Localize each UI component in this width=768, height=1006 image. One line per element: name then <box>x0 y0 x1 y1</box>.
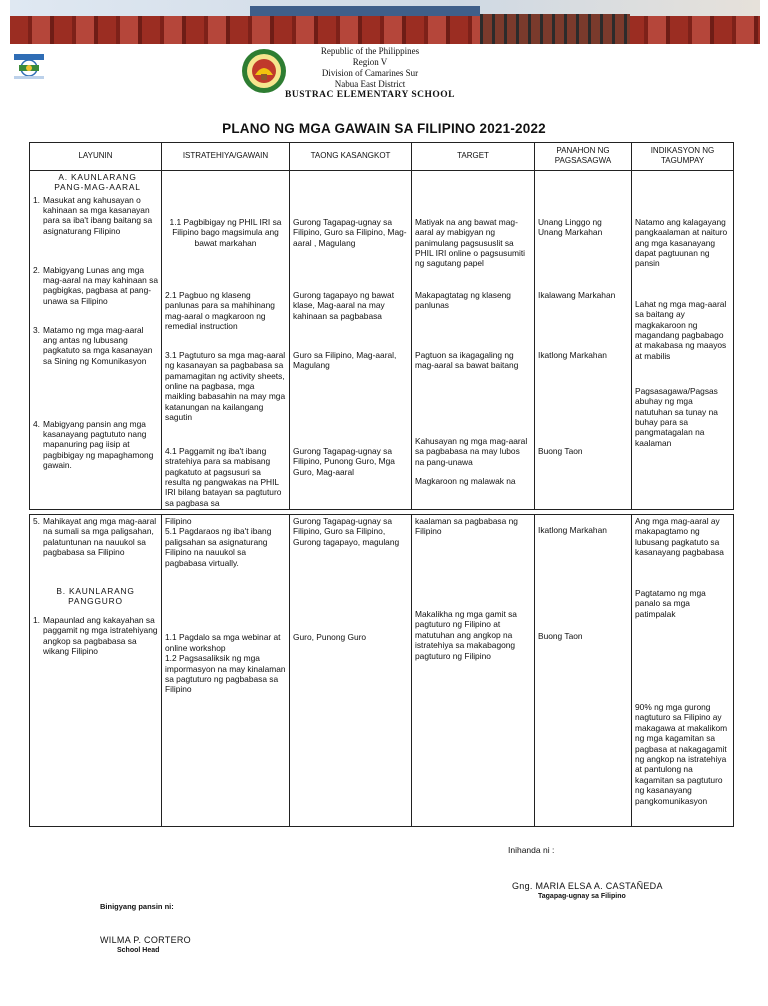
layunin-cell: Mahikayat ang mga mag-aaral na sumali sa mga paligsahan, palatuntunan na nauukol sa pagbabasa sa Filipino <box>43 516 157 558</box>
istratehiya-cell: 1.1 Pagdalo sa mga webinar at online workshop <box>165 632 281 653</box>
deped-logo-icon <box>14 52 44 80</box>
panahon-cell: Ikatlong Markahan <box>538 349 607 360</box>
target-cell: kaalaman sa pagbabasa ng Filipino <box>415 516 518 537</box>
panahon-cell: Unang Linggo ng Unang Markahan <box>538 216 603 238</box>
column-header-target: TARGET <box>412 143 535 171</box>
layunin-cell: Matamo ng mga mag-aaral ang antas ng lubusang pagkatuto sa mga kasanayan sa Sining ng Komunikasyon <box>43 324 153 366</box>
target-cell: Magkaroon ng malawak na <box>415 475 516 486</box>
taong-kasangkot-cell: Gurong Tagapag-ugnay sa Filipino, Punong Guro, Mga Guro, Mag-aaral <box>293 445 395 477</box>
istratehiya-cell: 3.1 Pagtuturo sa mga mag-aaral ng kasanayan sa pagbabasa sa pamamagitan ng activity sheets, online na pagbasa, mga maikling babasahin na may mga katanungan na kailangang sagutin <box>165 349 286 423</box>
istratehiya-cell: 2.1 Pagbuo ng klaseng panlunas para sa mahihinang mag-aaral o magkaroon ng remedial instruction <box>165 289 275 332</box>
istratehiya-cell: 4.1 Paggamit ng iba't ibang stratehiya para sa mabisang pagkatuto at pagsusuri sa resulta ng pangwakas na PHIL IRI bilang batayan sa pagtuturo sa pagbasa sa <box>165 445 282 508</box>
target-cell: Pagtuon sa ikagagaling ng mag-aaral sa bawat baitang <box>415 349 519 371</box>
layunin-cell: Mabigyang Lunas ang mga mag-aaral na may kahinaan sa pagbigkas, pagbasa at pang-unawa sa Filipino <box>43 264 158 306</box>
school-head-name: WILMA P. CORTERO <box>100 935 191 945</box>
istratehiya-cell: Filipino <box>165 516 192 526</box>
panahon-cell: Buong Taon <box>538 445 583 456</box>
target-cell: Makapagtatag ng klaseng panlunas <box>415 289 511 311</box>
prepared-by-label: Inihanda ni : <box>508 845 555 855</box>
division-line: Division of Camarines Sur <box>321 68 419 78</box>
istratehiya-cell: 5.1 Pagdaraos ng iba't ibang paligsahan sa asignaturang Filipino na nauukol sa pagbabasa virtually. <box>165 526 272 568</box>
target-cell: Makalikha ng mga gamit sa pagtuturo ng Filipino at matutuhan ang angkop na istratehiya sa makabagong pagtuturo ng Filipino <box>415 609 517 661</box>
taong-kasangkot-cell: Guro sa Filipino, Mag-aaral, Magulang <box>293 349 397 371</box>
preparer-name: Gng. MARIA ELSA A. CASTAÑEDA <box>512 881 663 891</box>
indikasyon-cell: 90% ng mga gurong nagtuturo sa Filipino ay makagawa at makalikom ng mga kagamitan sa pagbasa at nakagagamit ng angkop na istratehiya at pantulong na kagamitan sa pagtuturo ng kasanayang pangkomunikasyon <box>635 702 728 806</box>
preparer-role: Tagapag-ugnay sa Filipino <box>538 893 626 900</box>
section-heading-a: A. KAUNLARANG PANG-MAG-AARAL <box>54 171 141 193</box>
indikasyon-cell: Natamo ang kalagayang pangkaalaman at naituro ang mga kasanayang dapat pagtuunan ng pansin <box>635 216 728 269</box>
table-row: 5. Mahikayat ang mga mag-aaral na sumali sa mga paligsahan, palatuntunan na nauukol sa pagbabasa sa Filipino B. KAUNLARANG PANGGURO 1. Mapaunlad ang kakayahan sa paggamit ng mga istratehiyang angkop sa pagbabasa sa wikang Filipino Filipino 5.1 Pagdaraos ng iba't ibang paligsahan sa asignaturang Filipino na nauukol sa pagbabasa virtually. 1.1 Pagdalo sa mga webinar at online workshop 1.2 Pagsasaliksik ng mga impormasyon na may kinalaman sa pagtuturo ng pagbabasa sa Filipino Gurong Tagapag-ugnay sa Filipino, Guro sa Filipino, Gurong tagapayo, magulang Guro, Punong Guro kaalaman sa pagbabasa ng Filipino Makalikha ng mga gamit sa pagtuturo ng Filipino at matutuhan ang angkop na istratehiya sa makabagong pagtuturo ng Filipino Ikatlong Markahan Buong Taon Ang mga mag-aaral ay makapagtamo ng lubusang pagkatuto sa kasanayang pagbabasa Pagtatamo ng mga panalo sa mga patimpalak 90% ng mga gurong nagtuturo sa Filipino ay makagawa at makalikom ng mga kagamitan sa pagbasa at nakagagamit ng angkop na istratehiya at pantulong na kagamitan sa pagtuturo ng kasanayang pangkomunikasyon <box>30 515 734 827</box>
column-header-panahon: PANAHON NG PAGSASAGWA <box>535 143 632 171</box>
plan-table-page2 <box>29 514 734 827</box>
indikasyon-cell: Pagsasagawa/Pagsas abuhay ng mga natutuhan sa tunay na buhay para sa pangmatagalan na kaalaman <box>635 385 718 448</box>
indikasyon-cell: Ang mga mag-aaral ay makapagtamo ng lubusang pagkatuto sa kasanayang pagbabasa <box>635 516 724 558</box>
taong-kasangkot-cell: Guro, Punong Guro <box>293 632 367 642</box>
column-header-istratehiya: ISTRATEHIYA/GAWAIN <box>162 143 290 171</box>
layunin-cell: Masukat ang kahusayan o kahinaan sa mga kasanayan para sa iba't ibang baitang sa asignaturang Filipino <box>43 194 153 236</box>
layunin-cell: Mapaunlad ang kakayahan sa paggamit ng mga istratehiyang angkop sa pagbabasa sa wikang Filipino <box>43 614 158 657</box>
table-row: A. KAUNLARANG PANG-MAG-AARAL 1. Masukat ang kahusayan o kahinaan sa mga kasanayan para sa iba't ibang baitang sa asignaturang Filipino 2. Mabigyang Lunas ang mga mag-aaral na may kahinaan sa pagbigkas, pagbasa at pang-unawa sa Filipino 3. Matamo ng mga mag-aaral ang antas ng lubusang pagkatuto sa mga kasanayan sa Sining ng Komunikasyon 4. Mabigyang pansin ang mga kasanayang pagtututo nang mapanuring pag iisip at pagbibigay ng mapaghamong gawain. 1.1 Pagbibigay ng PHIL IRI sa Filipino bago magsimula ang bawat markahan 2.1 Pagbuo ng klaseng panlunas para sa mahihinang mag-aaral o magkaroon ng remedial instruction 3.1 Pagtuturo sa mga mag-aaral ng kasanayan sa pagbabasa sa pamamagitan ng activity sheets, online na pagbasa, mga maikling babasahin na may mga katanungan na kailangang sagutin 4.1 Paggamit ng iba't ibang stratehiya para sa mabisang pagkatuto at pagsusuri sa resulta ng pangwakas na PHIL IRI bilang batayan sa pagtuturo sa pagbasa sa Gurong Tagapag-ugnay sa Filipino, Guro sa Filipino, Mag-aaral , Magulang Gurong tagapayo ng bawat klase, Mag-aaral na may kahinaan sa pagbabasa Guro sa Filipino, Mag-aaral, Magulang Gurong Tagapag-ugnay sa Filipino, Punong Guro, Mga Guro, Mag-aaral Matiyak na ang bawat mag-aaral ay mabigyan ng panimulang pagsususlit sa PHIL IRI online o pagsusumiti ng sagutang papel Makapagtatag ng klaseng panlunas Pagtuon sa ikagagaling ng mag-aaral sa bawat baitang Kahusayan ng mga mag-aaral sa pagbabasa na may lubos na pang-unawa Magkaroon ng malawak na Unang Linggo ng Unang Markahan Ikalawang Markahan Ikatlong Markahan Buong Taon Natamo ang kalagayang pangkaalaman at naituro ang mga kasanayang dapat pagtuunan ng pansin Lahat ng mga mag-aaral sa baitang ay magkakaroon ng magandang pagbabago at makabasa ng maayos at mabilis Pagsasagawa/Pagsas abuhay ng mga natutuhan sa tunay na buhay para sa pangmatagalan na kaalaman <box>30 170 734 509</box>
district-line: Nabua East District <box>334 79 406 89</box>
plan-table-page1 <box>29 142 734 510</box>
istratehiya-cell: 1.1 Pagbibigay ng PHIL IRI sa Filipino bago magsimula ang bawat markahan <box>169 216 282 248</box>
section-heading-b: B. KAUNLARANG PANGGURO <box>56 586 135 607</box>
panahon-cell: Ikalawang Markahan <box>538 289 616 300</box>
taong-kasangkot-cell: Gurong Tagapag-ugnay sa Filipino, Guro sa Filipino, Gurong tagapayo, magulang <box>293 516 400 547</box>
taong-kasangkot-cell: Gurong Tagapag-ugnay sa Filipino, Guro sa Filipino, Mag-aaral , Magulang <box>293 216 407 248</box>
region-line: Region V <box>352 57 388 67</box>
panahon-cell: Ikatlong Markahan <box>538 525 607 535</box>
panahon-cell: Buong Taon <box>538 631 583 641</box>
target-cell: Kahusayan ng mga mag-aaral sa pagbabasa na may lubos na pang-unawa <box>415 435 528 467</box>
indikasyon-cell: Pagtatamo ng mga panalo sa mga patimpalak <box>635 588 706 619</box>
republic-line: Republic of the Philippines <box>320 46 420 56</box>
indikasyon-cell: Lahat ng mga mag-aaral sa baitang ay magkakaroon ng magandang pagbabago at makabasa ng maayos at mabilis <box>635 298 727 361</box>
column-header-taong-kasangkot: TAONG KASANGKOT <box>290 143 412 171</box>
column-header-layunin: LAYUNIN <box>30 143 162 171</box>
istratehiya-cell: 1.2 Pagsasaliksik ng mga impormasyon na may kinalaman sa pagtuturo ng pagbabasa sa Filipino <box>165 653 286 695</box>
target-cell: Matiyak na ang bawat mag-aaral ay mabigyan ng panimulang pagsususlit sa PHIL IRI online o pagsusumiti ng sagutang papel <box>415 216 526 269</box>
school-banner-photo <box>10 0 760 44</box>
column-header-indikasyon: INDIKASYON NG TAGUMPAY <box>632 143 734 171</box>
noted-by-label: Binigyang pansin ni: <box>100 902 174 911</box>
taong-kasangkot-cell: Gurong tagapayo ng bawat klase, Mag-aaral na may kahinaan sa pagbabasa <box>293 289 395 321</box>
school-name: BUSTRAC ELEMENTARY SCHOOL <box>285 90 455 100</box>
document-title: PLANO NG MGA GAWAIN SA FILIPINO 2021-2022 <box>222 121 546 136</box>
layunin-cell: Mabigyang pansin ang mga kasanayang pagtututo nang mapanuring pag iisip at pagbibigay ng mapaghamong gawain. <box>43 418 154 471</box>
school-head-role: School Head <box>117 947 160 954</box>
